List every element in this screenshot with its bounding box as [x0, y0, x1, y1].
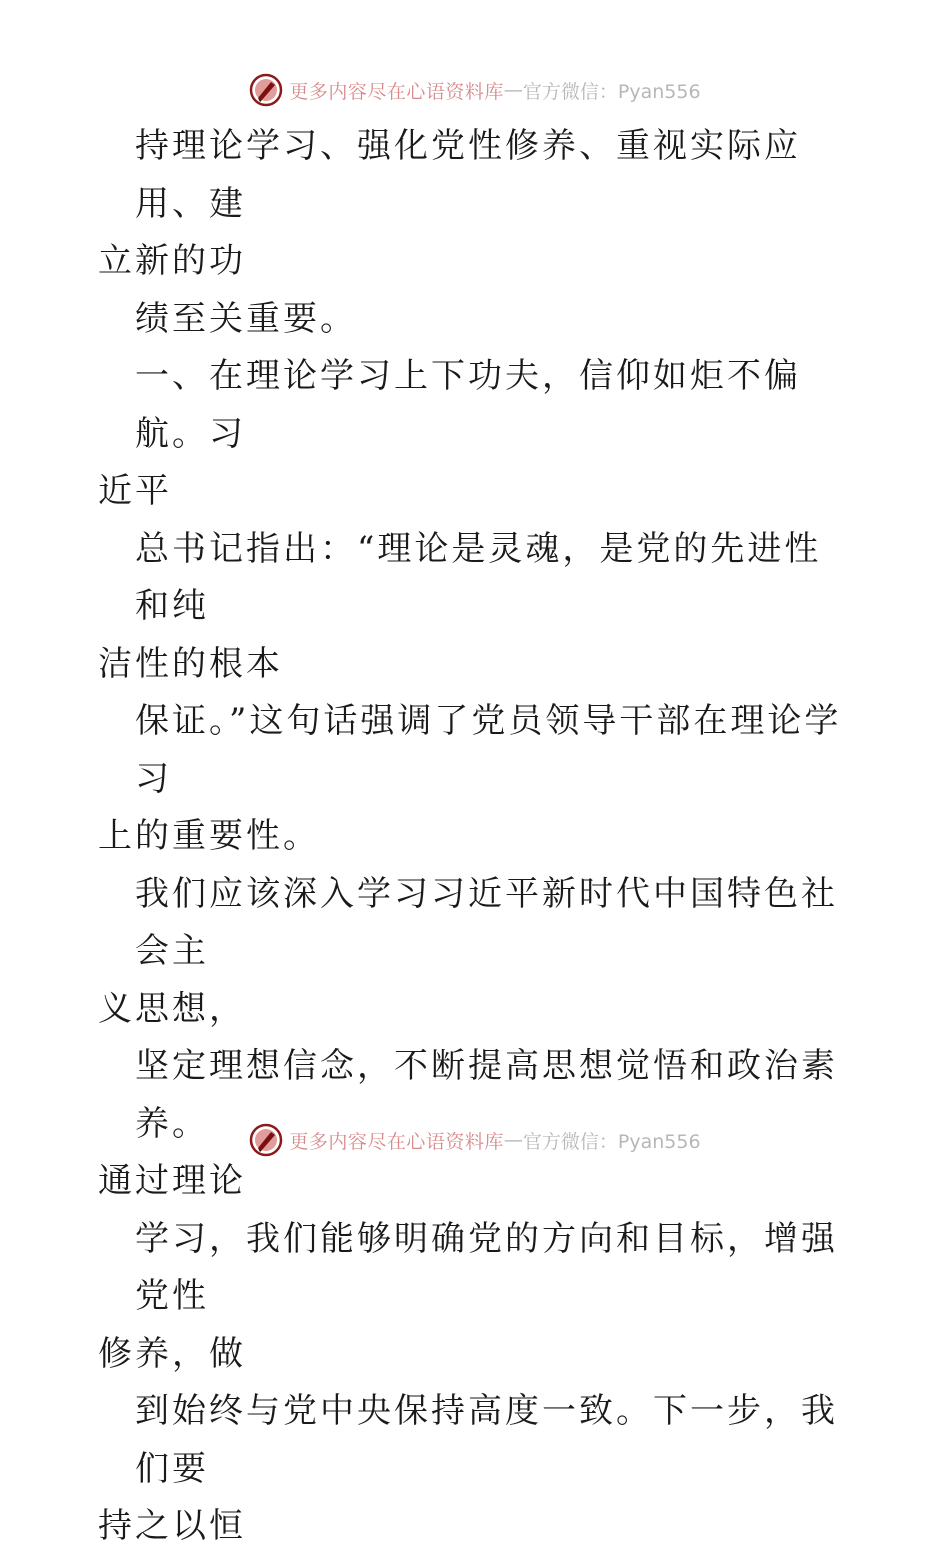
- paragraph: [98, 118, 858, 291]
- watermark-wechat: 官方微信：Pyan556: [522, 80, 701, 103]
- paragraph: [98, 866, 858, 1039]
- header-watermark: [0, 70, 950, 110]
- paragraph: [98, 1383, 858, 1556]
- paragraph-first-line: 到始终与党中央保持高度一致。下一步，我们要: [135, 1391, 838, 1489]
- paragraph-wrap-line: 上的重要性。: [98, 816, 320, 856]
- paragraph: [98, 1211, 858, 1384]
- paragraph-wrap-line: 通过理论: [98, 1161, 246, 1201]
- paragraph-wrap-line: 洁性的根本: [98, 643, 283, 684]
- paragraph-first-line: 绩至关重要。: [135, 298, 357, 339]
- watermark-wechat: 官方微信：Pyan556: [522, 1130, 701, 1153]
- watermark-text: 更多内容尽在心语资料库: [289, 80, 504, 103]
- paragraph: [98, 291, 858, 349]
- pen-circle-logo-icon: [249, 1123, 283, 1157]
- paragraph-first-line: 总书记指出：“理论是灵魂，是党的先进性和纯: [135, 528, 822, 626]
- paragraph-wrap-line: 修养，做: [98, 1333, 246, 1374]
- paragraph: [98, 693, 858, 866]
- document-body: [98, 118, 858, 1556]
- paragraph-first-line: 一、在理论学习上下功夫，信仰如炬不偏航。习: [135, 356, 801, 454]
- paragraph-first-line: 学习，我们能够明确党的方向和目标，增强党性: [135, 1218, 838, 1316]
- paragraph-first-line: 持理论学习、强化党性修养、重视实际应用、建: [135, 126, 801, 224]
- paragraph-wrap-line: 近平: [98, 471, 172, 511]
- paragraph-first-line: 坚定理想信念，不断提高思想觉悟和政治素养。: [135, 1046, 838, 1144]
- paragraph-wrap-line: 持之以恒: [98, 1506, 246, 1546]
- watermark-separator: —: [503, 79, 523, 101]
- paragraph-first-line: 保证。”这句话强调了党员领导干部在理论学习: [135, 701, 842, 799]
- paragraph-wrap-line: 立新的功: [98, 241, 246, 281]
- watermark-text: 更多内容尽在心语资料库: [289, 1130, 504, 1153]
- paragraph-first-line: 我们应该深入学习习近平新时代中国特色社会主: [135, 873, 838, 971]
- paragraph: [98, 348, 858, 521]
- paragraph: [98, 521, 858, 694]
- paragraph-wrap-line: 义思想，: [98, 988, 246, 1029]
- pen-circle-logo-icon: [249, 73, 283, 107]
- footer-watermark: [0, 1120, 950, 1160]
- watermark-separator: —: [503, 1129, 523, 1151]
